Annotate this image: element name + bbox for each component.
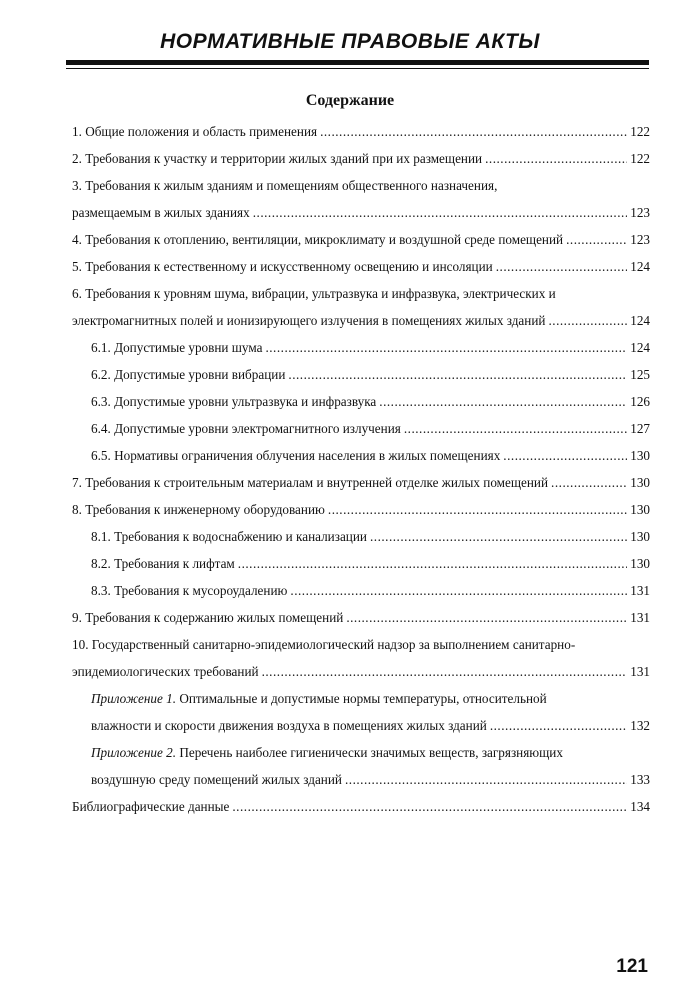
toc-entry-text: электромагнитных полей и ионизирующего излучения в помещениях жилых зданий [72, 313, 546, 328]
toc-entry-text: 5. Требования к естественному и искусственному освещению и инсоляции [72, 259, 493, 274]
toc-entry-text: 6.2. Допустимые уровни вибрации [91, 367, 286, 382]
toc-entry-page: 122 [630, 124, 650, 139]
toc-entry-page: 123 [630, 205, 650, 220]
toc-entry-text: 8.2. Требования к лифтам [91, 556, 235, 571]
toc-subentry[interactable] [72, 334, 650, 361]
toc-subentry[interactable] [72, 550, 650, 577]
toc-entry-page: 131 [630, 583, 650, 598]
toc-entry-page: 126 [630, 394, 650, 409]
toc-entry-page: 124 [630, 259, 650, 274]
toc-subentry[interactable] [72, 415, 650, 442]
toc-entry-text: Библиографические данные [72, 799, 230, 814]
table-of-contents [72, 118, 650, 820]
toc-entry-text: размещаемым в жилых зданиях [72, 205, 250, 220]
toc-entry-page: 124 [630, 340, 650, 355]
toc-entry-text: эпидемиологических требований [72, 664, 259, 679]
header-rule [66, 60, 649, 65]
toc-entry[interactable] [72, 604, 650, 631]
page-number: 121 [616, 956, 648, 977]
toc-entry-page: 122 [630, 151, 650, 166]
toc-entry-text: 8.3. Требования к мусороудалению [91, 583, 288, 598]
toc-entry-text: 9. Требования к содержанию жилых помещений [72, 610, 344, 625]
toc-entry-text-line1: Оптимальные и допустимые нормы температуры, относительной [176, 691, 547, 706]
toc-entry-text: 6.5. Нормативы ограничения облучения населения в жилых помещениях [91, 448, 501, 463]
running-header: НОРМАТИВНЫЕ ПРАВОВЫЕ АКТЫ [160, 30, 540, 53]
toc-entry[interactable] [72, 253, 650, 280]
toc-title: Содержание [305, 92, 395, 109]
toc-appendix-entry[interactable] [72, 685, 650, 739]
toc-entry-text: 8.1. Требования к водоснабжению и канализации [91, 529, 367, 544]
toc-entry-text: влажности и скорости движения воздуха в помещениях жилых зданий [91, 718, 487, 733]
toc-subentry[interactable] [72, 577, 650, 604]
toc-entry-page: 127 [630, 421, 650, 436]
toc-entry[interactable] [72, 631, 650, 685]
toc-entry-page: 131 [630, 610, 650, 625]
toc-entry-page: 130 [630, 475, 650, 490]
toc-subentry[interactable] [72, 523, 650, 550]
toc-entry-page: 124 [630, 313, 650, 328]
toc-entry-page: 131 [630, 664, 650, 679]
toc-subentry[interactable] [72, 388, 650, 415]
toc-appendix-entry[interactable] [72, 739, 650, 793]
toc-entry[interactable] [72, 469, 650, 496]
toc-entry-text-line1: 6. Требования к уровням шума, вибрации, ультразвука и инфразвука, электрических и [72, 286, 556, 301]
toc-entry[interactable] [72, 280, 650, 334]
toc-entry-text-line1: 3. Требования к жилым зданиям и помещениям общественного назначения, [72, 178, 498, 193]
toc-entry-text: 6.4. Допустимые уровни электромагнитного излучения [91, 421, 401, 436]
toc-entry-text: 6.3. Допустимые уровни ультразвука и инфразвука [91, 394, 377, 409]
toc-entry-page: 125 [630, 367, 650, 382]
toc-entry-page: 123 [630, 232, 650, 247]
toc-entry[interactable] [72, 793, 650, 820]
toc-entry-text: 1. Общие положения и область применения [72, 124, 318, 139]
toc-subentry[interactable] [72, 361, 650, 388]
toc-entry-text-line1: Перечень наиболее гигиенически значимых веществ, загрязняющих [176, 745, 563, 760]
toc-entry-page: 134 [630, 799, 650, 814]
toc-entry-page: 130 [630, 448, 650, 463]
toc-entry-page: 130 [630, 529, 650, 544]
appendix-label: Приложение 1. [91, 691, 177, 706]
toc-entry-text: 7. Требования к строительным материалам и внутренней отделке жилых помещений [72, 475, 549, 490]
toc-entry-page: 132 [630, 718, 650, 733]
header-rule-thin [66, 68, 649, 69]
toc-entry-text-line1: 10. Государственный санитарно-эпидемиологический надзор за выполнением санитарно- [72, 637, 576, 652]
toc-entry-page: 130 [630, 502, 650, 517]
toc-entry[interactable] [72, 172, 650, 226]
toc-entry[interactable] [72, 118, 650, 145]
toc-entry-text: 2. Требования к участку и территории жилых зданий при их размещении [72, 151, 483, 166]
toc-entry[interactable] [72, 496, 650, 523]
toc-entry-text: 4. Требования к отоплению, вентиляции, микроклимату и воздушной среде помещений [72, 232, 564, 247]
toc-entry[interactable] [72, 226, 650, 253]
toc-subentry[interactable] [72, 442, 650, 469]
toc-entry-page: 130 [630, 556, 650, 571]
toc-entry-text: 6.1. Допустимые уровни шума [91, 340, 263, 355]
appendix-label: Приложение 2. [91, 745, 177, 760]
toc-entry[interactable] [72, 145, 650, 172]
toc-entry-page: 133 [630, 772, 650, 787]
toc-entry-text: 8. Требования к инженерному оборудованию [72, 502, 325, 517]
toc-entry-text: воздушную среду помещений жилых зданий [91, 772, 342, 787]
